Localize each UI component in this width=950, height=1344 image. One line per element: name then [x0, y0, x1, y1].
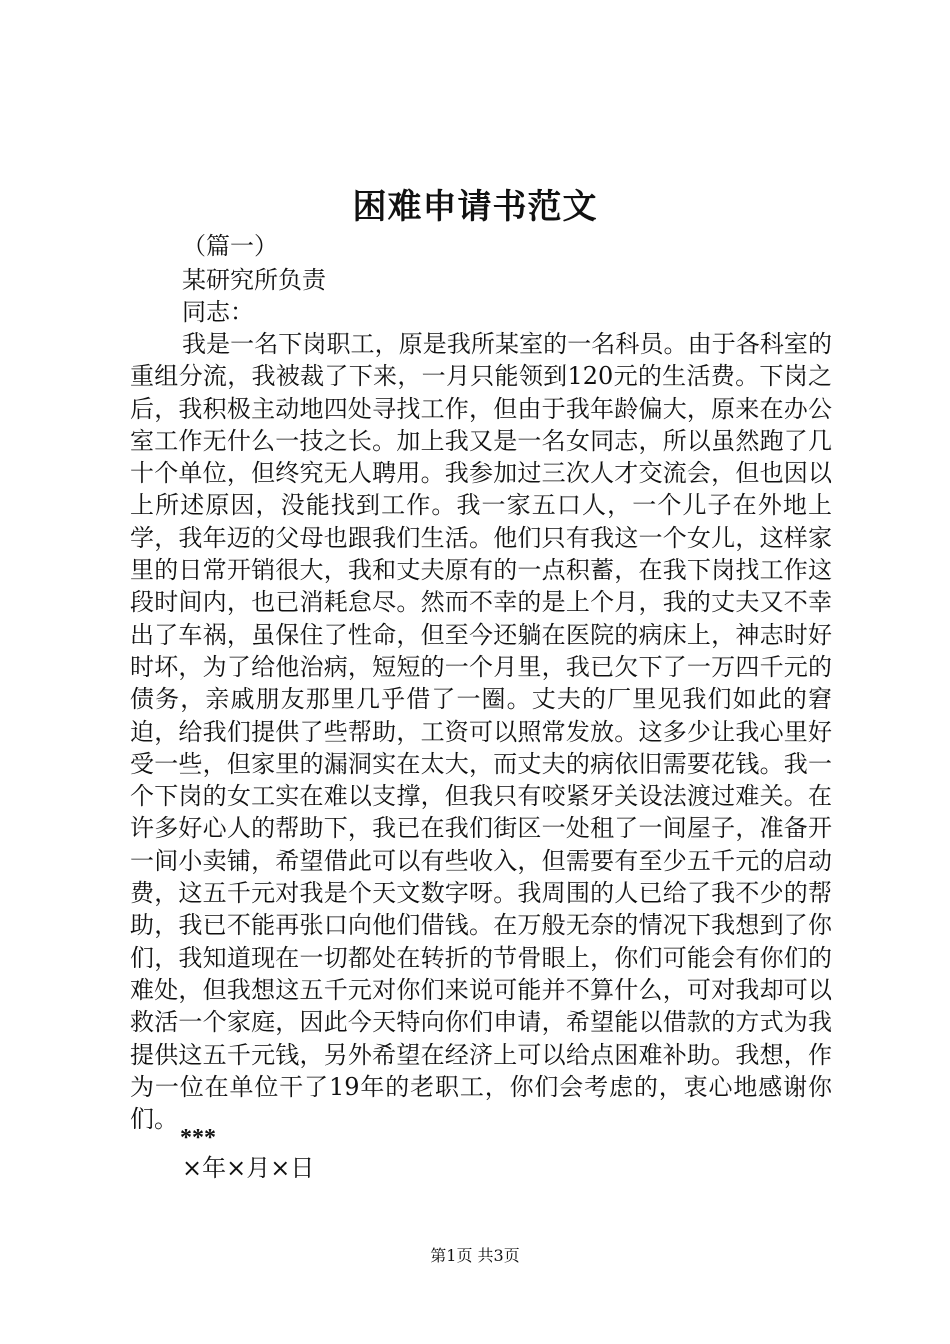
- recipient-line: 某研究所负责: [182, 266, 326, 294]
- section-label: （篇一）: [182, 232, 278, 260]
- page-footer: 第1页 共3页: [430, 1246, 520, 1265]
- signature: ***: [180, 1125, 216, 1151]
- salutation: 同志：: [182, 298, 254, 326]
- date-line: ×年×月×日: [182, 1154, 315, 1182]
- document-title: 困难申请书范文: [352, 187, 598, 227]
- letter-body: 我是一名下岗职工，原是我所某室的一名科员。由于各科室的重组分流，我被裁了下来，一月只能领到120元的生活费。下岗之后，我积极主动地四处寻找工作，但由于我年龄偏大，原来在办公室工作无什么一技之长。加上我又是一名女同志，所以虽然跑了几十个单位，但终究无人聘用。我参加过三次人才交流会，但也因以上所述原因，没能找到工作。我一家五口人，一个儿子在外地上学，我年迈的父母也跟我们生活。他们只有我这一个女儿，这样家里的日常开销很大，我和丈夫原有的一点积蓄，在我下岗找工作这段时间内，也已消耗怠尽。然而不幸的是上个月，我的丈夫又不幸出了车祸，虽保住了性命，但至今还躺在医院的病床上，神志时好时坏，为了给他治病，短短的一个月里，我已欠下了一万四千元的债务，亲戚朋友那里几乎借了一圈。丈夫的厂里见我们如此的窘迫，给我们提供了些帮助，工资可以照常发放。这多少让我心里好受一些，但家里的漏洞实在太大，而丈夫的病依旧需要花钱。我一个下岗的女工实在难以支撑，但我只有咬紧牙关设法渡过难关。在许多好心人的帮助下，我已在我们街区一处租了一间屋子，准备开一间小卖铺，希望借此可以有些收入，但需要有至少五千元的启动费，这五千元对我是个天文数字呀。我周围的人已给了我不少的帮助，我已不能再张口向他们借钱。在万般无奈的情况下我想到了你们，我知道现在一切都处在转折的节骨眼上，你们可能会有你们的难处，但我想这五千元对你们来说可能并不算什么，可对我却可以救活一个家庭，因此今天特向你们申请，希望能以借款的方式为我提供这五千元钱，另外希望在经济上可以给点困难补助。我想，作为一位在单位干了19年的老职工，你们会考虑的，衷心地感谢你们。: [130, 330, 832, 1134]
